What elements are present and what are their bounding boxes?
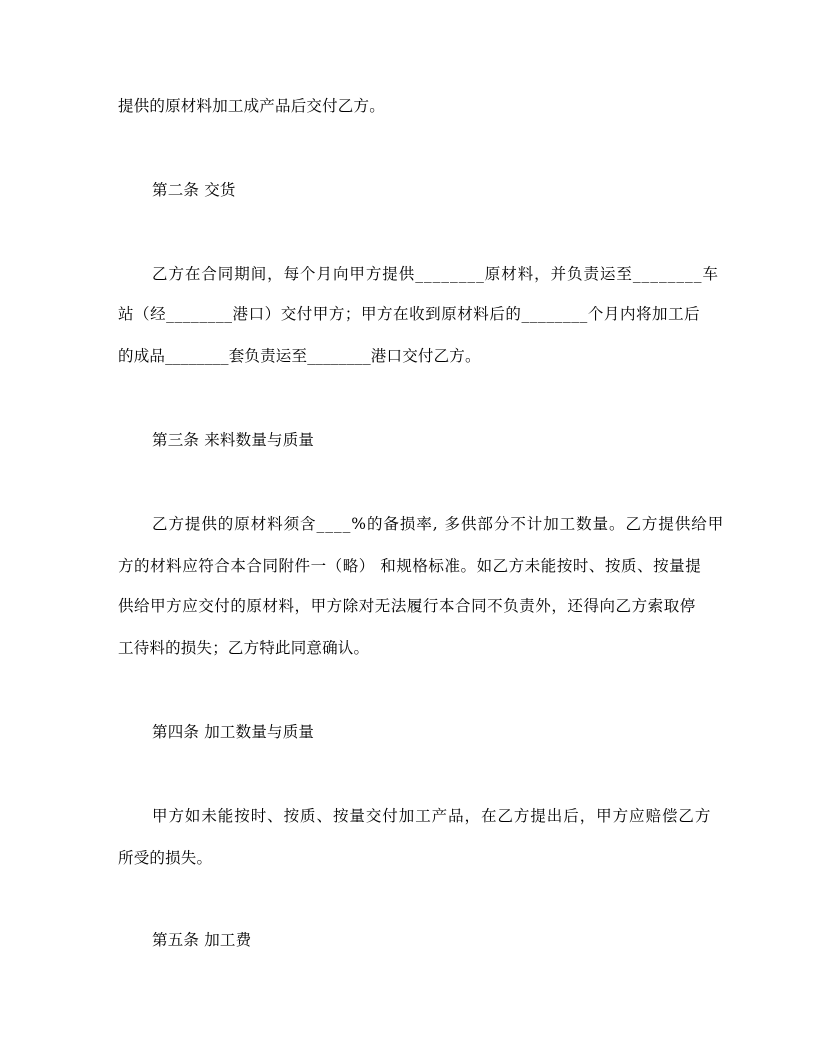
paragraph-line: 工待料的损失；乙方特此同意确认。	[118, 639, 370, 657]
article-heading: 第四条 加工数量与质量	[152, 723, 315, 741]
article-heading: 第五条 加工费	[152, 931, 252, 949]
paragraph-line: 所受的损失。	[118, 849, 213, 867]
paragraph-line: 站（经________港口）交付甲方；甲方在收到原材料后的________个月内将加工后	[118, 305, 701, 323]
paragraph-line: 方的材料应符合本合同附件一（略） 和规格标准。如乙方未能按时、按质、按量提	[118, 557, 702, 575]
article-heading: 第二条 交货	[152, 181, 236, 199]
paragraph-line: 乙方在合同期间，每个月向甲方提供________原材料，并负责运至________车	[152, 265, 719, 283]
paragraph-line: 提供的原材料加工成产品后交付乙方。	[118, 97, 385, 115]
paragraph-line: 乙方提供的原材料须含____%的备损率, 多供部分不计加工数量。乙方提供给甲	[152, 515, 725, 533]
paragraph-line: 甲方如未能按时、按质、按量交付加工产品，在乙方提出后，甲方应赔偿乙方	[152, 807, 712, 825]
paragraph-line: 的成品________套负责运至________港口交付乙方。	[118, 347, 481, 365]
article-heading: 第三条 来料数量与质量	[152, 431, 315, 449]
paragraph-line: 供给甲方应交付的原材料，甲方除对无法履行本合同不负责外，还得向乙方索取停	[118, 597, 696, 615]
